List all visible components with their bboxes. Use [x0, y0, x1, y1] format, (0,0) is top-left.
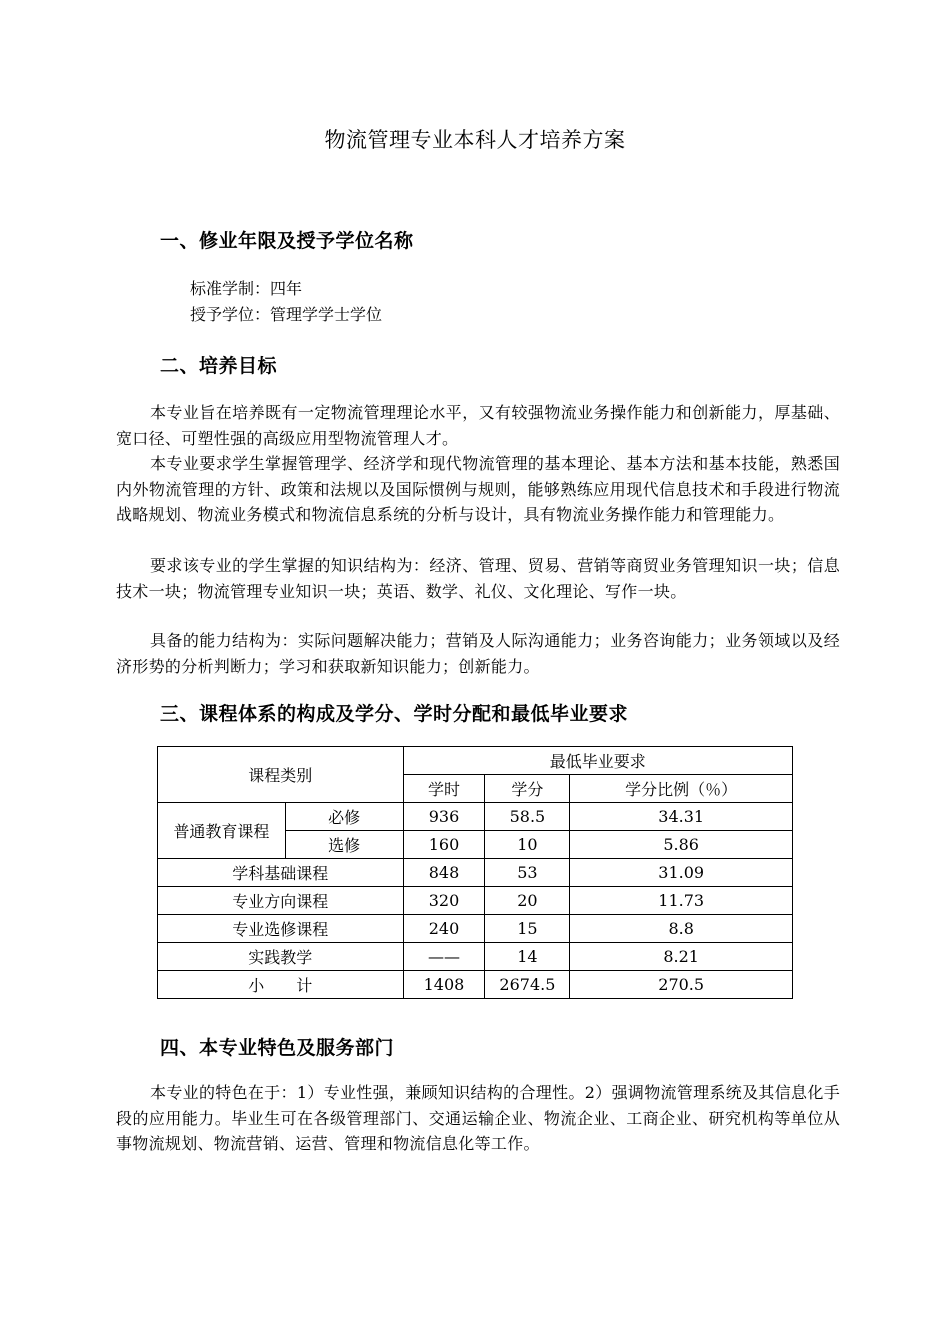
section1-heading: 一、修业年限及授予学位名称 — [160, 230, 414, 252]
row-ratio: 8.8 — [570, 915, 793, 943]
table-row-subtotal — [158, 971, 793, 999]
row-credits: 2674.5 — [485, 971, 570, 999]
row-hours: 1408 — [403, 971, 485, 999]
header-course-category: 课程类别 — [158, 747, 404, 803]
row-sub-label: 必修 — [285, 803, 403, 831]
document-title: 物流管理专业本科人才培养方案 — [324, 128, 626, 152]
header-credits: 学分 — [485, 775, 570, 803]
row-credits: 58.5 — [485, 803, 570, 831]
row-credits: 20 — [485, 887, 570, 915]
row-credits: 53 — [485, 859, 570, 887]
curriculum-table — [157, 746, 793, 999]
section2-heading: 二、培养目标 — [160, 355, 278, 377]
section4-heading: 四、本专业特色及服务部门 — [160, 1037, 395, 1059]
row-label: 实践教学 — [158, 943, 404, 971]
table-row — [158, 943, 793, 971]
table-row — [158, 887, 793, 915]
row-ratio: 270.5 — [570, 971, 793, 999]
row-ratio: 11.73 — [570, 887, 793, 915]
row-credits: 10 — [485, 831, 570, 859]
row-ratio: 8.21 — [570, 943, 793, 971]
header-ratio: 学分比例（％） — [570, 775, 793, 803]
row-credits: 14 — [485, 943, 570, 971]
row-hours: 936 — [403, 803, 485, 831]
row-ratio: 34.31 — [570, 803, 793, 831]
goal-paragraph-2: 本专业要求学生掌握管理学、经济学和现代物流管理的基本理论、基本方法和基本技能，熟悉国内外物流管理的方针、政策和法规以及国际惯例与规则，能够熟练应用现代信息技术和手段进行物流战略规划、物流业务模式和物流信息系统的分析与设计，具有物流业务操作能力和管理能力。 — [116, 454, 840, 524]
row-label: 专业方向课程 — [158, 887, 404, 915]
standard-duration: 标准学制：四年 — [190, 279, 303, 298]
row-ratio: 31.09 — [570, 859, 793, 887]
row-hours: —— — [403, 943, 485, 971]
row-hours: 848 — [403, 859, 485, 887]
general-education-label: 普通教育课程 — [158, 803, 286, 859]
header-hours: 学时 — [403, 775, 485, 803]
goal-paragraph-3: 要求该专业的学生掌握的知识结构为：经济、管理、贸易、营销等商贸业务管理知识一块；信息技术一块；物流管理专业知识一块；英语、数学、礼仪、文化理论、写作一块。 — [116, 556, 840, 601]
goal-paragraph-4: 具备的能力结构为：实际问题解决能力；营销及人际沟通能力；业务咨询能力；业务领域以及经济形势的分析判断力；学习和获取新知识能力；创新能力。 — [116, 631, 840, 676]
row-credits: 15 — [485, 915, 570, 943]
row-hours: 240 — [403, 915, 485, 943]
row-hours: 320 — [403, 887, 485, 915]
row-sub-label: 选修 — [285, 831, 403, 859]
degree-awarded: 授予学位：管理学学士学位 — [190, 305, 383, 324]
row-label: 专业选修课程 — [158, 915, 404, 943]
header-min-requirement: 最低毕业要求 — [403, 747, 792, 775]
table-row — [158, 803, 793, 831]
table-header-row — [158, 747, 793, 775]
section3-heading: 三、课程体系的构成及学分、学时分配和最低毕业要求 — [160, 703, 629, 725]
row-hours: 160 — [403, 831, 485, 859]
table-row — [158, 859, 793, 887]
goal-paragraph-1: 本专业旨在培养既有一定物流管理理论水平，又有较强物流业务操作能力和创新能力，厚基础、宽口径、可塑性强的高级应用型物流管理人才。 — [116, 403, 840, 448]
row-label: 学科基础课程 — [158, 859, 404, 887]
row-label: 小 计 — [158, 971, 404, 999]
table-row — [158, 915, 793, 943]
row-ratio: 5.86 — [570, 831, 793, 859]
features-paragraph: 本专业的特色在于：1）专业性强，兼顾知识结构的合理性。2）强调物流管理系统及其信息化手段的应用能力。毕业生可在各级管理部门、交通运输企业、物流企业、工商企业、研究机构等单位从事物流规划、物流营销、运营、管理和物流信息化等工作。 — [116, 1083, 840, 1153]
